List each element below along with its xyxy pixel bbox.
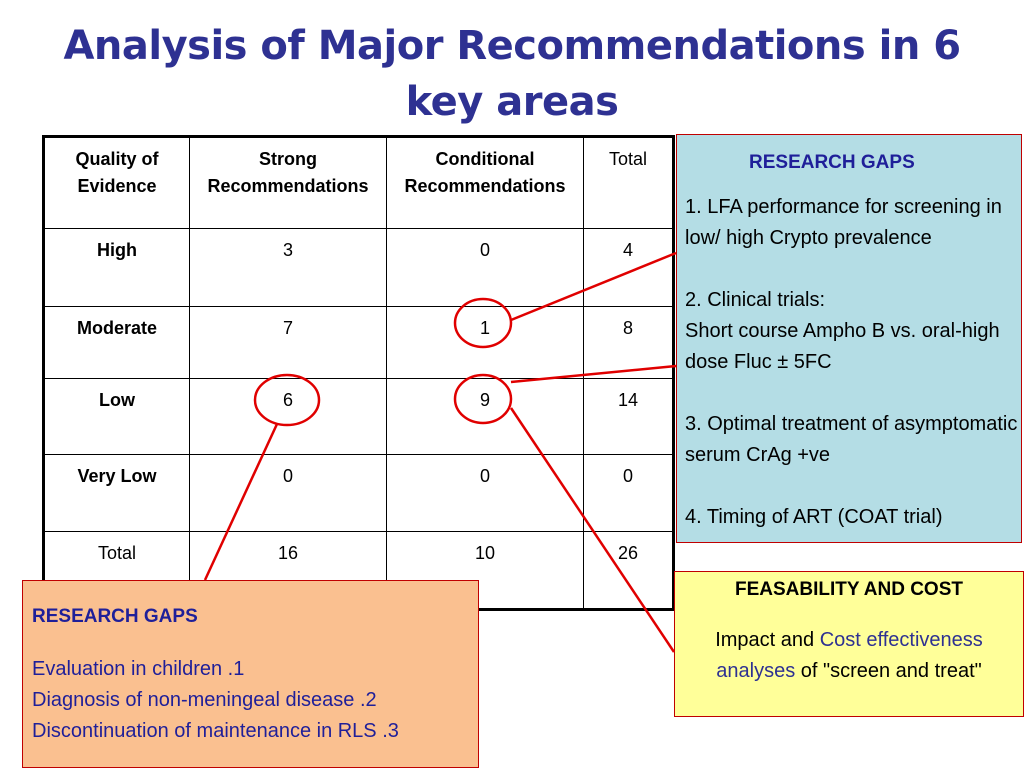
research-gap-item: 2. Clinical trials: [685,289,826,311]
research-gap-item: Evaluation in children .1 [32,658,245,680]
cell-conditional: 10 [387,532,584,610]
cell-strong: 0 [190,455,387,532]
research-gaps-left-heading: RESEARCH GAPS [32,606,198,627]
connector-line [511,366,676,382]
research-gap-item: 1. LFA performance for screening in low/ high Crypto prevalence [685,196,1002,249]
cell-conditional: 0 [387,229,584,307]
row-label: High [44,229,190,307]
feasibility-text-after: of "screen and treat" [795,660,982,682]
connector-line [205,424,277,580]
header-quality: Quality of Evidence [44,137,190,229]
connector-line [511,408,674,652]
header-total: Total [584,137,674,229]
slide-title: Analysis of Major Recommendations in 6 key areas [63,23,961,125]
cell-conditional: 9 [387,379,584,455]
row-label: Low [44,379,190,455]
cell-strong: 16 [190,532,387,610]
research-gap-item: 3. Optimal treatment of asymptomatic serum CrAg +ve [685,413,1018,466]
cell-total: 0 [584,455,674,532]
feasibility-text-highlight: Cost effectiveness analyses [716,629,983,682]
highlight-circle-conditional-low [455,375,511,423]
connector-line [511,253,676,320]
cell-conditional: 1 [387,307,584,379]
research-gap-item: Diagnosis of non-meningeal disease .2 [32,689,377,711]
research-gaps-right-heading: RESEARCH GAPS [749,152,915,173]
highlight-circle-conditional-moderate [455,299,511,347]
cell-strong: 3 [190,229,387,307]
research-gap-item: 4. Timing of ART (COAT trial) [685,506,943,528]
cell-strong: 7 [190,307,387,379]
row-label: Very Low [44,455,190,532]
cell-strong: 6 [190,379,387,455]
header-conditional: Conditional Recommendations [387,137,584,229]
cell-total: 26 [584,532,674,610]
research-gap-item: Short course Ampho B vs. oral-high dose Fluc ± 5FC [685,320,1000,373]
header-strong: Strong Recommendations [190,137,387,229]
row-label: Total [44,532,190,610]
cell-total: 8 [584,307,674,379]
cell-total: 4 [584,229,674,307]
cell-conditional: 0 [387,455,584,532]
row-label: Moderate [44,307,190,379]
feasibility-text-before: Impact and [715,629,820,651]
cell-total: 14 [584,379,674,455]
research-gap-item: Discontinuation of maintenance in RLS .3 [32,720,399,742]
highlight-circle-strong-low [255,375,319,425]
feasibility-heading: FEASABILITY AND COST [734,579,963,600]
